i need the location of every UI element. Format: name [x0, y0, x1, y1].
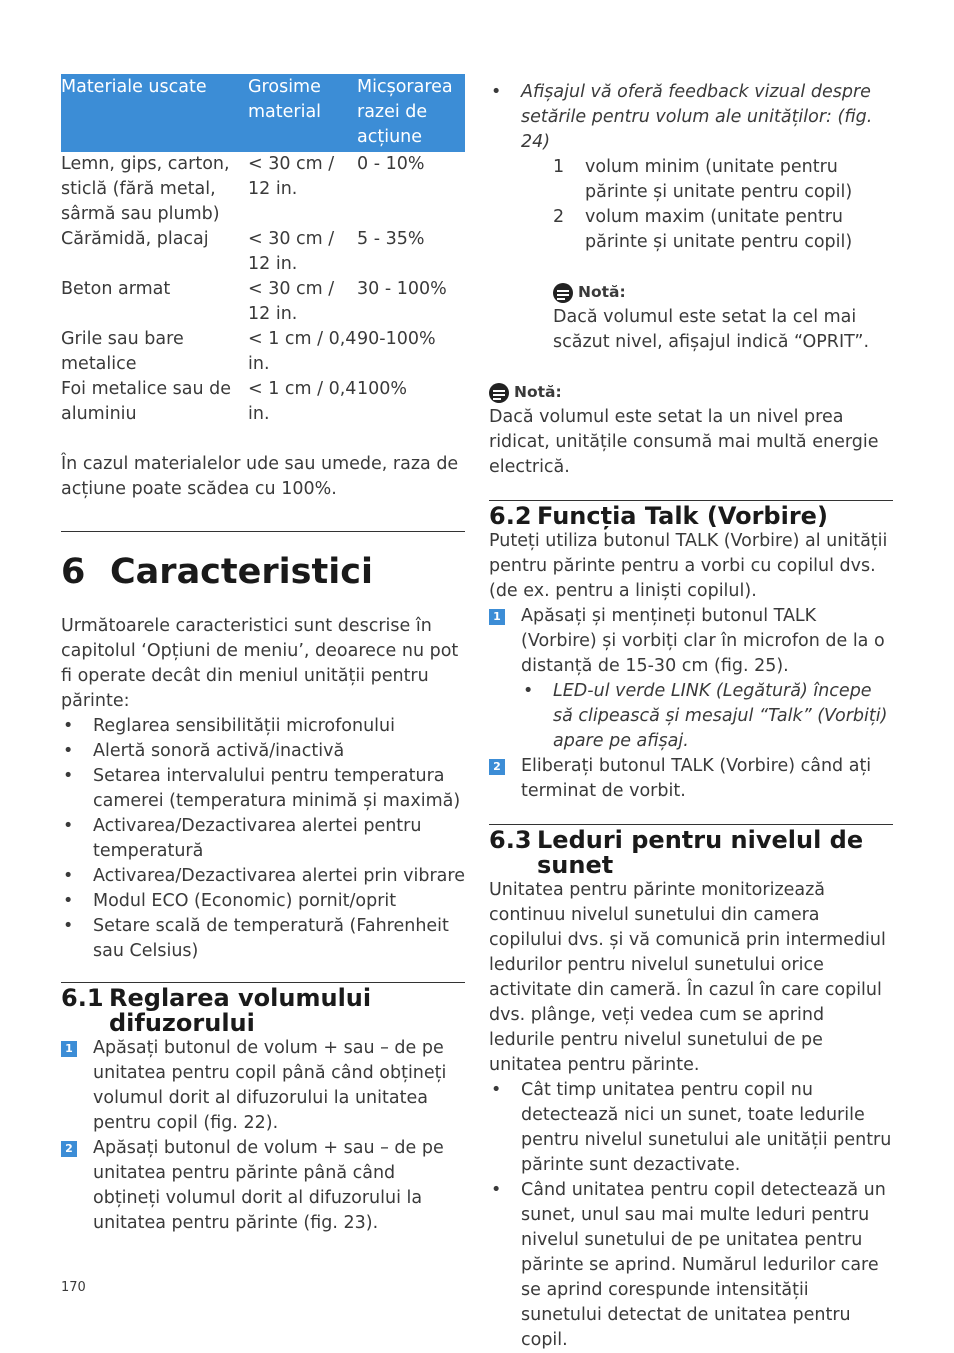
- table-row: [61, 152, 465, 228]
- table-cell: Lemn, gips, carton, sticlă (fără metal, sârmă sau plumb): [61, 152, 248, 228]
- list-item: [553, 155, 893, 205]
- list-item: • Afișajul vă oferă feedback vizual despre setările pentru volum ale unităților: (fig. 24): [489, 80, 893, 155]
- table-header-cell: Materiale uscate: [61, 74, 248, 152]
- display-feedback-list: [489, 80, 893, 155]
- section-number: 6.1: [61, 984, 104, 1012]
- step-item: [61, 1136, 465, 1236]
- left-column: [61, 74, 465, 1236]
- table-cell: 90-100%: [357, 329, 436, 349]
- list-item: • Cât timp unitatea pentru copil nu detectează nici un sunet, toate ledurile pentru nivelul sunetului ale unității pentru părinte sunt dezactivate.: [489, 1078, 893, 1178]
- section-title: Leduri pentru nivelul de sunet: [537, 826, 864, 879]
- table-cell: < 30 cm / 12 in.: [248, 152, 357, 228]
- note-text: Dacă volumul este setat la cel mai scăzut nivel, afișajul indică “OPRIT”.: [553, 307, 870, 352]
- note-heading: [553, 280, 893, 305]
- note-heading: [489, 380, 893, 405]
- item-number: 2: [553, 207, 565, 227]
- table-cell: Grile sau bare metalice: [61, 329, 184, 374]
- led-behaviour-list: [489, 1078, 893, 1353]
- table-cell: 100%: [357, 379, 408, 399]
- step-number-badge: 1: [489, 609, 505, 625]
- step-sublist: [521, 679, 893, 754]
- step-item: [489, 754, 893, 804]
- section-divider: [61, 982, 465, 983]
- list-item: • Modul ECO (Economic) pornit/oprit: [61, 889, 465, 914]
- section-divider: [489, 824, 893, 825]
- note-text: Dacă volumul este setat la un nivel prea ridicat, unitățile consumă mai multă energie electrică.: [489, 407, 879, 477]
- section-intro: Puteți utiliza butonul TALK (Vorbire) al unității pentru părinte pentru a vorbi cu copilul dvs. (de ex. pentru a liniști copilul).: [489, 531, 888, 601]
- list-item: [553, 205, 893, 255]
- list-item: • Activarea/Dezactivarea alertei pentru temperatură: [61, 814, 465, 864]
- features-list: [61, 714, 465, 964]
- step-item: [61, 1036, 465, 1136]
- table-cell: < 1 cm / 0,4 in.: [248, 379, 357, 424]
- step-number-badge: 2: [61, 1141, 77, 1157]
- table-row: [61, 377, 465, 427]
- table-header-row: [61, 74, 465, 152]
- table-header-cell: Micșorarea razei de acțiune: [357, 74, 465, 152]
- section-number: 6.2: [489, 502, 532, 530]
- note-block: [489, 380, 893, 480]
- section-heading-6-2: [489, 504, 893, 529]
- section-heading-6-1: [61, 986, 465, 1036]
- note-block: [489, 280, 893, 355]
- table-cell: Cărămidă, placaj: [61, 229, 209, 249]
- table-cell: 0 - 10%: [357, 152, 465, 228]
- list-item: • Reglarea sensibilității microfonului: [61, 714, 465, 739]
- table-cell: 5 - 35%: [357, 229, 425, 249]
- note-label: Notă:: [578, 283, 626, 301]
- step-item: [489, 604, 893, 754]
- table-row: [61, 227, 465, 277]
- list-item: • Activarea/Dezactivarea alertei prin vibrare: [61, 864, 465, 889]
- section-title: Reglarea volumului difuzorului: [109, 984, 372, 1037]
- list-item: • LED-ul verde LINK (Legătură) începe să clipească și mesajul “Talk” (Vorbiți) apare pe afișaj.: [521, 679, 893, 754]
- section-intro: Unitatea pentru părinte monitorizează continuu nivelul sunetului din camera copilului dvs. și vă comunică prin intermediul ledurilor pentru nivelul sunetului orice activitate din cameră. În cazul în care copilul dvs. plânge, veți vedea cum se aprind ledurile pentru nivelul sunetului de pe unitatea pentru părinte.: [489, 880, 886, 1075]
- table-header-cell: Grosime material: [248, 74, 357, 152]
- list-item: • Când unitatea pentru copil detectează un sunet, unul sau mai multe leduri pentru nivelul sunetului de pe unitatea pentru părinte se aprind. Numărul ledurilor care se aprind corespunde intensității sunetului detectat de unitatea pentru copil.: [489, 1178, 893, 1353]
- table-cell: Beton armat: [61, 279, 171, 299]
- section-divider: [489, 500, 893, 501]
- table-cell: 30 - 100%: [357, 279, 447, 299]
- chapter-intro: Următoarele caracteristici sunt descrise în capitolul ‘Opțiuni de meniu’, deoarece nu pot fi operate decât din meniul unității pentru părinte:: [61, 616, 459, 711]
- note-icon: [489, 383, 509, 403]
- table-cell: < 1 cm / 0,4 in.: [248, 329, 357, 374]
- item-text: volum minim (unitate pentru părinte și unitate pentru copil): [585, 157, 853, 202]
- materials-table: [61, 74, 465, 427]
- item-text: volum maxim (unitate pentru părinte și unitate pentru copil): [585, 207, 853, 252]
- table-row: [61, 327, 465, 377]
- section-heading-6-3: [489, 828, 893, 878]
- volume-steps: [61, 1036, 465, 1236]
- table-cell: < 30 cm / 12 in.: [248, 279, 335, 324]
- page-number: 170: [61, 1280, 86, 1295]
- talk-steps: [489, 604, 893, 804]
- chapter-divider: [61, 531, 465, 532]
- chapter-heading: [61, 552, 465, 592]
- table-cell: < 30 cm / 12 in.: [248, 229, 335, 274]
- step-text: Apăsați butonul de volum + sau – de pe unitatea pentru părinte până când obțineți volumul dorit al difuzorului la unitatea pentru părinte (fig. 23).: [93, 1138, 444, 1233]
- step-number-badge: 2: [489, 759, 505, 775]
- list-item: • Alertă sonoră activă/inactivă: [61, 739, 465, 764]
- chapter-title: Caracteristici: [110, 552, 373, 592]
- section-number: 6.3: [489, 826, 532, 854]
- item-number: 1: [553, 157, 565, 177]
- list-item: • Setare scală de temperatură (Fahrenheit sau Celsius): [61, 914, 465, 964]
- chapter-number: 6: [61, 552, 86, 592]
- step-text: Apăsați și mențineți butonul TALK (Vorbire) și vorbiți clar în microfon de la o distanță de 15-30 cm (fig. 25).: [521, 606, 885, 676]
- table-row: [61, 277, 465, 327]
- right-column: [489, 80, 893, 1353]
- step-number-badge: 1: [61, 1041, 77, 1057]
- note-label: Notă:: [514, 383, 562, 401]
- step-text: Apăsați butonul de volum + sau – de pe unitatea pentru copil până când obțineți volumul dorit al difuzorului la unitatea pentru copil (fig. 22).: [93, 1038, 447, 1133]
- volume-levels-list: [489, 155, 893, 255]
- wet-materials-note: În cazul materialelor ude sau umede, raza de acțiune poate scădea cu 100%.: [61, 454, 459, 499]
- table-cell: Foi metalice sau de aluminiu: [61, 379, 232, 424]
- note-icon: [553, 283, 573, 303]
- step-text: Eliberați butonul TALK (Vorbire) când ați terminat de vorbit.: [521, 756, 872, 801]
- section-title: Funcția Talk (Vorbire): [537, 502, 828, 530]
- list-item: • Setarea intervalului pentru temperatura camerei (temperatura minimă și maximă): [61, 764, 465, 814]
